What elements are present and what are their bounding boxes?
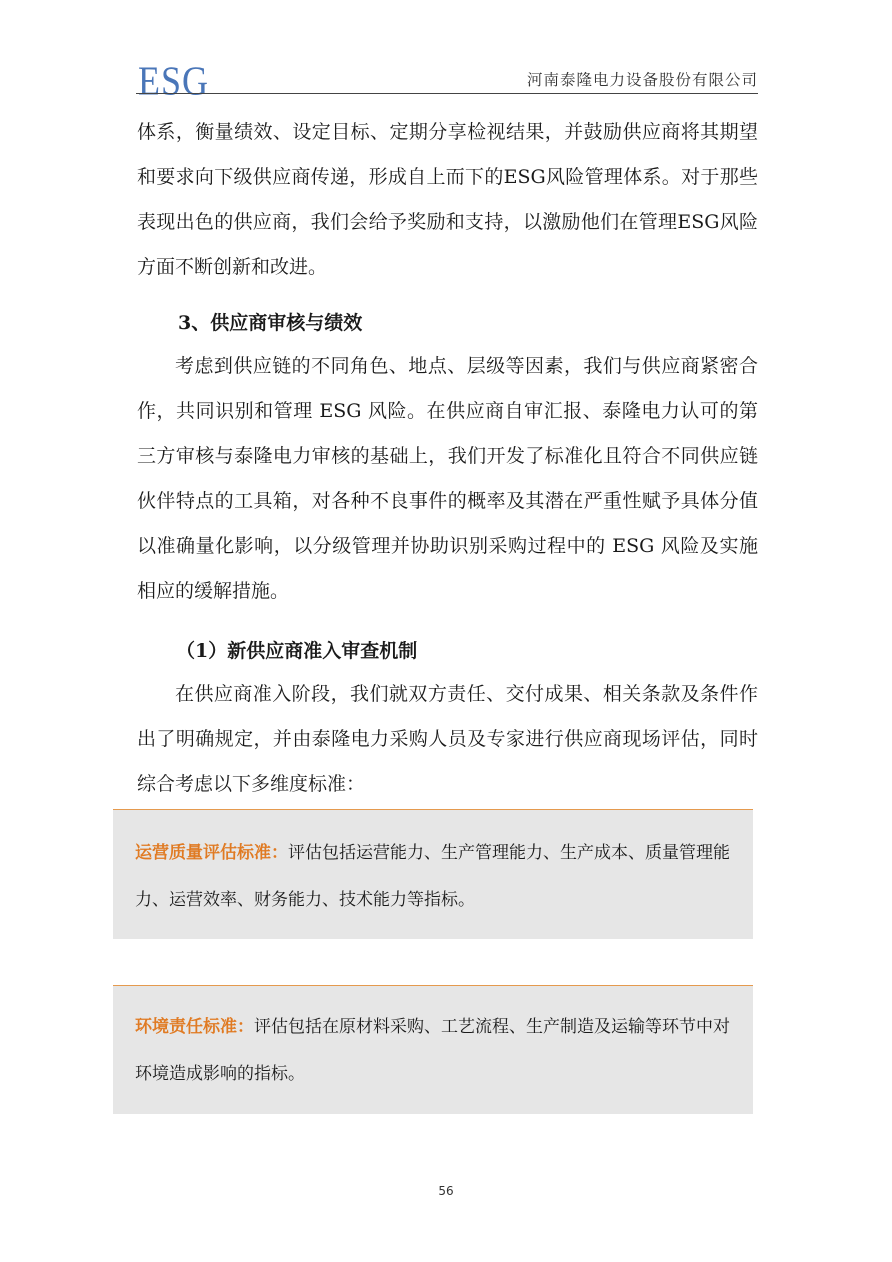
paragraph-1 [137, 110, 758, 290]
header-divider [136, 93, 758, 94]
section-heading-audit: 3、供应商审核与绩效 [178, 312, 363, 334]
criteria-label: 环境责任标准： [135, 1017, 254, 1037]
criteria-box-operations [113, 809, 753, 939]
criteria-box-environment [113, 985, 753, 1114]
paragraph-text: 考虑到供应链的不同角色、地点、层级等因素，我们与供应商紧密合作，共同识别和管理 ESG 风险。在供应商自审汇报、泰隆电力认可的第三方审核与泰隆电力审核的基础上，我们开发了标准化且符合不同供应链伙伴特点的工具箱，对各种不良事件的概率及其潜在严重性赋予具体分值以准确量化影响，以分级管理并协助识别采购过程中的 ESG 风险及实施相应的缓解措施。 [137, 355, 758, 602]
paragraph-3 [137, 672, 758, 807]
criteria-text [135, 830, 735, 924]
criteria-text [135, 1004, 735, 1098]
criteria-label: 运营质量评估标准： [135, 843, 288, 863]
esg-logo: ESG [138, 57, 210, 104]
criteria-description: 评估包括运营能力、生产管理能力、生产成本、质量管理能力、运营效率、财务能力、技术能力等指标。 [135, 843, 730, 910]
criteria-description: 评估包括在原材料采购、工艺流程、生产制造及运输等环节中对环境造成影响的指标。 [135, 1017, 730, 1084]
paragraph-text: 在供应商准入阶段，我们就双方责任、交付成果、相关条款及条件作出了明确规定，并由泰隆电力采购人员及专家进行供应商现场评估，同时综合考虑以下多维度标准： [137, 683, 758, 795]
paragraph-2 [137, 344, 758, 614]
page-number: 56 [438, 1184, 454, 1198]
company-name: 河南泰隆电力设备股份有限公司 [526, 71, 758, 89]
subsection-heading-new-supplier: （1）新供应商准入审查机制 [176, 640, 418, 662]
paragraph-text: 体系，衡量绩效、设定目标、定期分享检视结果，并鼓励供应商将其期望和要求向下级供应商传递，形成自上而下的ESG风险管理体系。对于那些表现出色的供应商，我们会给予奖励和支持，以激励他们在管理ESG风险方面不断创新和改进。 [137, 121, 758, 278]
